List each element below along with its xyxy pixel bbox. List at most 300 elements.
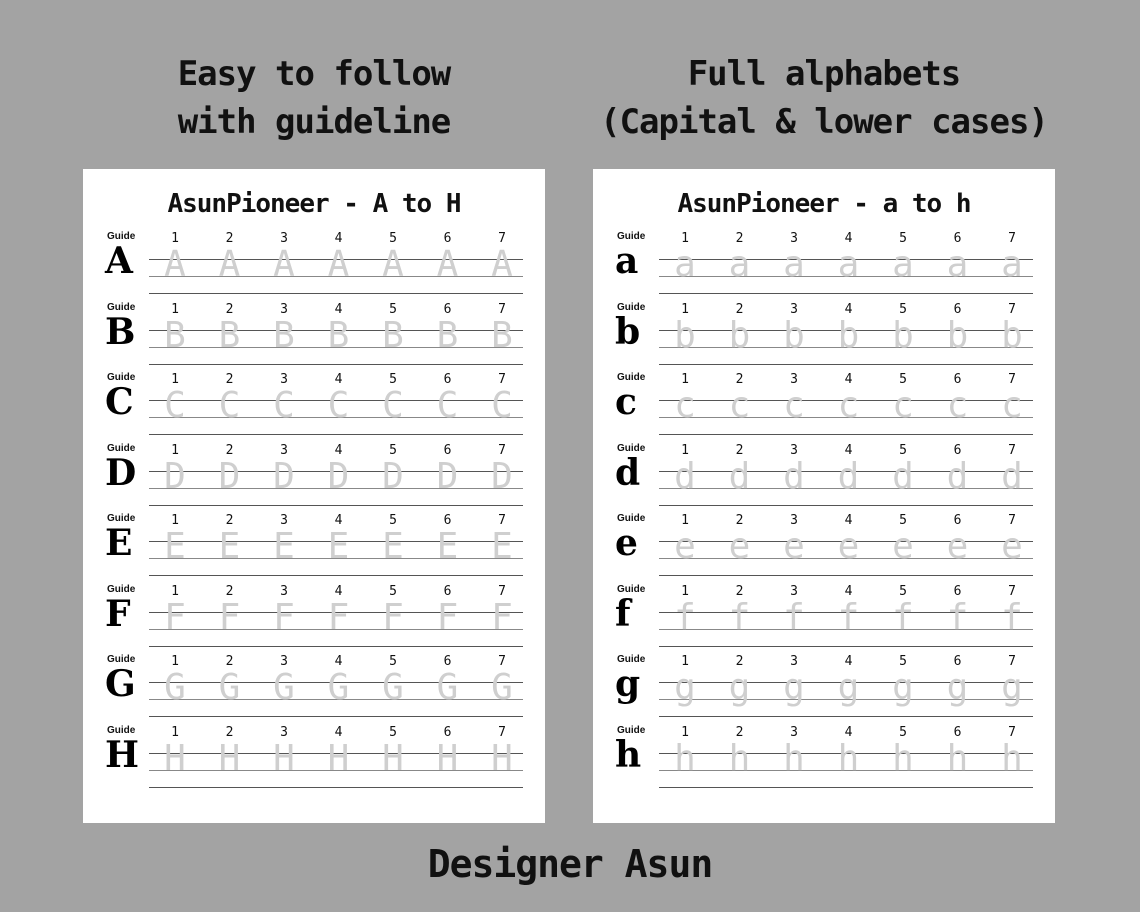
trace-letter: b <box>674 314 696 356</box>
cell-number: 2 <box>225 724 234 740</box>
trace-cell <box>422 584 474 640</box>
cell-number: 4 <box>844 654 853 669</box>
baseline <box>149 716 523 717</box>
practice-lines[interactable] <box>149 231 523 285</box>
trace-letter: c <box>783 385 805 426</box>
trace-letter: G <box>491 667 513 708</box>
cell-number: 7 <box>498 513 506 528</box>
trace-letter: f <box>728 596 751 638</box>
cell-number: 1 <box>171 301 179 317</box>
cell-number: 2 <box>735 372 744 387</box>
trace-letter: h <box>1001 737 1023 779</box>
cell-number: 7 <box>1008 372 1016 387</box>
designer-credit: Designer Asun <box>427 842 713 886</box>
practice-lines[interactable] <box>659 301 1033 356</box>
practice-lines[interactable] <box>149 301 523 356</box>
trace-cell <box>149 443 201 499</box>
trace-letter: D <box>436 455 459 497</box>
cell-number: 1 <box>681 442 689 458</box>
cell-number: 5 <box>899 372 907 387</box>
trace-letter: E <box>218 526 241 567</box>
trace-letter: e <box>892 526 914 567</box>
trace-cell <box>313 372 365 428</box>
practice-lines[interactable] <box>659 654 1033 708</box>
cell-number: 3 <box>790 724 798 740</box>
cell-number: 6 <box>953 442 962 458</box>
trace-letter: E <box>273 526 295 567</box>
practice-lines[interactable] <box>149 724 523 779</box>
trace-letter: c <box>1001 385 1023 426</box>
trace-letter: b <box>837 314 860 356</box>
trace-cell <box>714 725 766 781</box>
cell-number: 3 <box>280 724 288 740</box>
trace-letter: a <box>783 244 805 285</box>
trace-cell <box>823 725 875 781</box>
trace-cell <box>986 302 1038 358</box>
letter-row <box>83 302 545 372</box>
trace-letter: b <box>1001 314 1023 356</box>
trace-letter: C <box>382 385 404 426</box>
cell-number: 7 <box>1008 301 1016 317</box>
baseline <box>659 434 1033 435</box>
trace-cell <box>422 513 474 569</box>
cell-number: 7 <box>498 372 506 387</box>
letter-row <box>83 231 545 301</box>
practice-lines[interactable] <box>149 442 523 497</box>
trace-letter: A <box>491 244 513 285</box>
trace-letter: a <box>892 244 914 285</box>
cell-number: 7 <box>1008 442 1016 458</box>
trace-cell <box>149 584 201 640</box>
cell-number: 6 <box>953 724 962 740</box>
trace-cell <box>258 513 310 569</box>
trace-letter: H <box>491 737 513 779</box>
trace-cell <box>204 302 256 358</box>
cell-number: 7 <box>498 231 506 246</box>
cell-number: 4 <box>844 513 853 528</box>
trace-cell <box>204 584 256 640</box>
trace-cell <box>313 725 365 781</box>
trace-letter: E <box>436 526 459 567</box>
cell-number: 5 <box>899 654 907 669</box>
guide-letter: G <box>105 663 136 705</box>
baseline <box>149 293 523 294</box>
trace-cell <box>932 513 984 569</box>
baseline <box>149 575 523 576</box>
letter-row <box>593 443 1055 513</box>
cell-number: 7 <box>1008 724 1016 740</box>
trace-cell <box>258 725 310 781</box>
trace-cell <box>768 654 820 710</box>
sheet-title: AsunPioneer - A to H <box>167 189 461 219</box>
practice-lines[interactable] <box>149 513 523 567</box>
trace-cell <box>823 302 875 358</box>
trace-cell <box>149 725 201 781</box>
trace-letter: F <box>164 596 186 638</box>
trace-cell <box>932 302 984 358</box>
trace-cell <box>422 302 474 358</box>
trace-letter: F <box>327 596 350 638</box>
trace-letter: G <box>273 667 295 708</box>
trace-cell <box>986 725 1038 781</box>
trace-letter: h <box>892 737 914 779</box>
trace-cell <box>422 372 474 428</box>
trace-letter: C <box>218 385 241 426</box>
trace-letter: D <box>327 455 350 497</box>
practice-lines[interactable] <box>659 513 1033 567</box>
trace-letter: d <box>728 455 751 497</box>
cell-number: 5 <box>389 372 397 387</box>
guide-letter: E <box>105 522 133 564</box>
trace-cell <box>367 725 419 781</box>
cell-number: 2 <box>735 231 744 246</box>
trace-cell <box>367 302 419 358</box>
trace-cell <box>313 584 365 640</box>
trace-letter: E <box>491 526 513 567</box>
cell-number: 1 <box>171 231 179 246</box>
cell-number: 6 <box>443 724 452 740</box>
trace-letter: D <box>382 455 404 497</box>
cell-number: 6 <box>953 372 962 387</box>
cell-number: 6 <box>443 301 452 317</box>
trace-letter: H <box>382 737 404 779</box>
cell-number: 4 <box>334 372 343 387</box>
trace-cell <box>877 725 929 781</box>
trace-letter: e <box>674 526 696 567</box>
trace-letter: d <box>946 455 969 497</box>
trace-cell <box>659 443 711 499</box>
trace-letter: d <box>837 455 860 497</box>
trace-cell <box>932 372 984 428</box>
trace-letter: h <box>837 737 860 779</box>
trace-cell <box>313 231 365 287</box>
trace-letter: H <box>164 737 186 779</box>
trace-cell <box>476 443 528 499</box>
trace-cell <box>476 654 528 710</box>
trace-letter: B <box>164 314 186 356</box>
practice-lines[interactable] <box>659 372 1033 426</box>
trace-letter: B <box>382 314 404 356</box>
cell-number: 6 <box>953 513 962 528</box>
trace-cell <box>877 372 929 428</box>
trace-cell <box>768 443 820 499</box>
trace-cell <box>932 654 984 710</box>
cell-number: 5 <box>899 724 907 740</box>
trace-cell <box>823 654 875 710</box>
guide-letter: g <box>615 663 641 705</box>
trace-cell <box>714 654 766 710</box>
cell-number: 7 <box>498 301 506 317</box>
cell-number: 4 <box>844 301 853 317</box>
guide-letter: c <box>615 381 637 423</box>
guide-label: Guide <box>617 442 646 454</box>
baseline <box>149 364 523 365</box>
trace-letter: h <box>728 737 751 779</box>
trace-cell <box>659 654 711 710</box>
trace-letter: E <box>164 526 186 567</box>
trace-letter: a <box>728 244 751 285</box>
trace-letter: h <box>783 737 805 779</box>
cell-number: 3 <box>280 442 288 458</box>
cell-number: 5 <box>389 442 397 458</box>
trace-letter: e <box>946 526 969 567</box>
cell-number: 2 <box>735 583 744 599</box>
practice-lines[interactable] <box>659 583 1033 638</box>
trace-letter: g <box>674 667 696 708</box>
trace-letter: b <box>783 314 805 356</box>
trace-letter: d <box>892 455 914 497</box>
guide-label: Guide <box>107 301 136 313</box>
trace-cell <box>476 584 528 640</box>
cell-number: 7 <box>1008 513 1016 528</box>
cell-number: 6 <box>953 654 962 669</box>
caption-line: with guideline <box>177 102 451 142</box>
guide-letter: e <box>615 522 638 564</box>
worksheet-lowercase <box>593 169 1055 823</box>
trace-letter: h <box>674 737 696 779</box>
cell-number: 5 <box>389 231 397 246</box>
guide-letter: C <box>105 381 134 423</box>
trace-letter: a <box>674 244 696 285</box>
cell-number: 3 <box>280 372 288 387</box>
trace-cell <box>659 231 711 287</box>
trace-cell <box>204 725 256 781</box>
trace-letter: F <box>436 596 459 638</box>
trace-letter: C <box>273 385 295 426</box>
trace-cell <box>367 231 419 287</box>
cell-number: 3 <box>280 513 288 528</box>
trace-cell <box>823 443 875 499</box>
trace-cell <box>823 231 875 287</box>
trace-letter: a <box>946 244 969 285</box>
guide-label: Guide <box>107 231 136 242</box>
cell-number: 3 <box>790 442 798 458</box>
trace-letter: D <box>491 455 513 497</box>
trace-letter: f <box>1001 596 1023 638</box>
cell-number: 3 <box>280 231 288 246</box>
trace-cell <box>877 654 929 710</box>
practice-lines[interactable] <box>149 654 523 708</box>
cell-number: 7 <box>1008 654 1016 669</box>
trace-cell <box>422 231 474 287</box>
cell-number: 5 <box>389 654 397 669</box>
cell-number: 6 <box>443 513 452 528</box>
letter-row <box>593 513 1055 583</box>
cell-number: 7 <box>1008 583 1016 599</box>
caption-line: (Capital & lower cases) <box>600 102 1048 142</box>
trace-cell <box>986 231 1038 287</box>
trace-letter: e <box>1001 526 1023 567</box>
cell-number: 2 <box>225 301 234 317</box>
guide-letter: H <box>105 733 140 776</box>
practice-lines[interactable] <box>149 583 523 638</box>
cell-number: 4 <box>334 231 343 246</box>
cell-number: 7 <box>1008 231 1016 246</box>
trace-cell <box>877 302 929 358</box>
cell-number: 2 <box>735 724 744 740</box>
trace-letter: C <box>164 385 186 426</box>
cell-number: 4 <box>334 513 343 528</box>
baseline <box>659 505 1033 506</box>
letter-row <box>593 302 1055 372</box>
guide-label: Guide <box>107 513 136 524</box>
trace-cell <box>367 513 419 569</box>
trace-cell <box>877 584 929 640</box>
sheet-title: AsunPioneer - a to h <box>677 189 971 219</box>
cell-number: 1 <box>171 654 179 669</box>
cell-number: 4 <box>844 583 853 599</box>
trace-letter: b <box>892 314 914 356</box>
trace-cell <box>932 443 984 499</box>
trace-cell <box>932 725 984 781</box>
practice-lines[interactable] <box>659 231 1033 285</box>
trace-letter: g <box>1001 667 1023 708</box>
guide-label: Guide <box>617 301 646 313</box>
trace-cell <box>258 443 310 499</box>
trace-letter: B <box>218 314 241 356</box>
letter-row <box>593 231 1055 301</box>
trace-cell <box>149 513 201 569</box>
cell-number: 1 <box>681 654 689 669</box>
cell-number: 6 <box>443 372 452 387</box>
letter-row <box>83 443 545 513</box>
cell-number: 2 <box>225 654 234 669</box>
trace-cell <box>149 302 201 358</box>
cell-number: 4 <box>844 724 853 740</box>
trace-letter: b <box>728 314 751 356</box>
trace-letter: D <box>273 455 295 497</box>
cell-number: 2 <box>225 231 234 246</box>
trace-cell <box>204 654 256 710</box>
trace-letter: C <box>327 385 350 426</box>
practice-lines[interactable] <box>659 724 1033 779</box>
trace-cell <box>986 513 1038 569</box>
trace-letter: g <box>728 667 751 708</box>
trace-letter: H <box>327 737 350 779</box>
practice-lines[interactable] <box>149 372 523 426</box>
trace-letter: c <box>946 385 969 426</box>
cell-number: 1 <box>171 372 179 387</box>
trace-letter: H <box>218 737 241 779</box>
trace-letter: g <box>892 667 914 708</box>
trace-letter: H <box>436 737 459 779</box>
cell-number: 7 <box>498 654 506 669</box>
guide-letter: h <box>615 733 642 776</box>
trace-cell <box>659 725 711 781</box>
baseline <box>149 434 523 435</box>
trace-letter: C <box>491 385 513 426</box>
trace-letter: a <box>1001 244 1023 285</box>
cell-number: 3 <box>790 231 798 246</box>
trace-cell <box>313 513 365 569</box>
baseline <box>149 646 523 647</box>
trace-letter: A <box>273 244 295 285</box>
trace-cell <box>714 584 766 640</box>
trace-letter: G <box>436 667 459 708</box>
trace-letter: G <box>218 667 241 708</box>
trace-letter: E <box>382 526 404 567</box>
trace-letter: a <box>837 244 860 285</box>
guide-label: Guide <box>107 654 136 665</box>
trace-letter: F <box>273 596 295 638</box>
guide-label: Guide <box>617 513 646 524</box>
trace-cell <box>877 513 929 569</box>
trace-cell <box>258 231 310 287</box>
cell-number: 1 <box>681 513 689 528</box>
trace-cell <box>313 302 365 358</box>
trace-cell <box>768 302 820 358</box>
cell-number: 5 <box>389 724 397 740</box>
trace-letter: d <box>1001 455 1023 497</box>
trace-cell <box>823 513 875 569</box>
trace-letter: h <box>946 737 969 779</box>
baseline <box>659 364 1033 365</box>
trace-letter: c <box>837 385 860 426</box>
cell-number: 5 <box>389 301 397 317</box>
trace-letter: G <box>327 667 350 708</box>
trace-letter: g <box>783 667 805 708</box>
trace-cell <box>422 443 474 499</box>
caption-line: Full alphabets <box>687 54 961 94</box>
cell-number: 6 <box>443 442 452 458</box>
trace-letter: g <box>837 667 860 708</box>
guide-label: Guide <box>617 724 646 736</box>
trace-cell <box>258 372 310 428</box>
guide-letter: a <box>615 240 639 282</box>
trace-cell <box>422 725 474 781</box>
cell-number: 6 <box>953 583 962 599</box>
trace-letter: c <box>674 385 696 426</box>
letter-row <box>593 584 1055 654</box>
trace-cell <box>932 231 984 287</box>
cell-number: 2 <box>735 301 744 317</box>
cell-number: 5 <box>389 583 397 599</box>
trace-cell <box>476 372 528 428</box>
trace-cell <box>714 372 766 428</box>
guide-label: Guide <box>107 442 136 454</box>
guide-label: Guide <box>617 372 646 383</box>
trace-letter: F <box>491 596 513 638</box>
trace-letter: A <box>436 244 459 285</box>
practice-lines[interactable] <box>659 442 1033 497</box>
trace-letter: e <box>728 526 751 567</box>
baseline <box>149 787 523 788</box>
cell-number: 3 <box>790 583 798 599</box>
cell-number: 6 <box>443 231 452 246</box>
cell-number: 2 <box>225 583 234 599</box>
trace-cell <box>258 654 310 710</box>
trace-letter: F <box>218 596 241 638</box>
cell-number: 2 <box>735 442 744 458</box>
cell-number: 5 <box>899 583 907 599</box>
trace-cell <box>659 372 711 428</box>
cell-number: 6 <box>953 301 962 317</box>
cell-number: 4 <box>844 442 853 458</box>
cell-number: 7 <box>498 442 506 458</box>
trace-cell <box>476 302 528 358</box>
guide-label: Guide <box>107 372 136 383</box>
trace-letter: B <box>273 314 295 356</box>
trace-letter: g <box>946 667 969 708</box>
trace-cell <box>768 584 820 640</box>
guide-letter: f <box>615 592 631 635</box>
cell-number: 7 <box>498 583 506 599</box>
cell-number: 1 <box>681 724 689 740</box>
guide-letter: D <box>105 451 137 494</box>
cell-number: 3 <box>790 301 798 317</box>
trace-cell <box>986 654 1038 710</box>
trace-letter: F <box>382 596 404 638</box>
